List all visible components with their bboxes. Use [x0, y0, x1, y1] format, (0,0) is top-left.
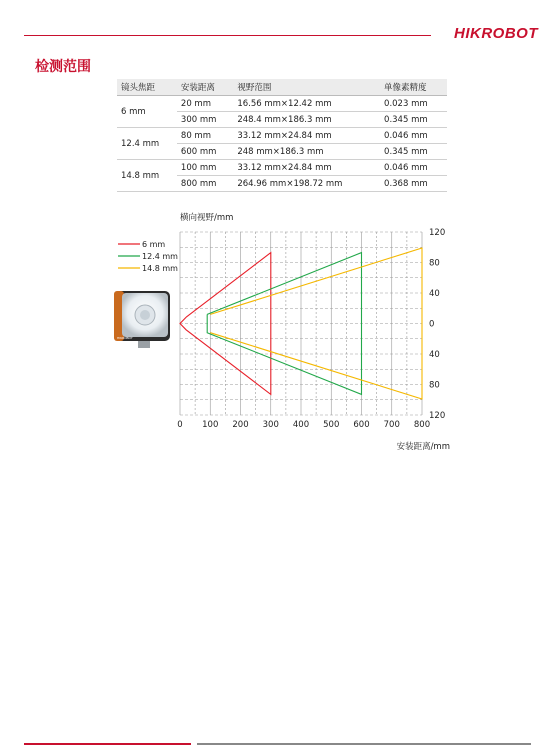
- precision-cell: 0.046 mm: [380, 160, 447, 176]
- x-axis-label: 安装距离/mm: [396, 442, 450, 452]
- precision-cell: 0.345 mm: [380, 112, 447, 128]
- distance-cell: 20 mm: [177, 96, 233, 112]
- distance-cell: 600 mm: [177, 144, 233, 160]
- fov-cell: 16.56 mm×12.42 mm: [233, 96, 380, 112]
- smart-camera-icon: [112, 287, 174, 351]
- x-tick-label: 200: [232, 420, 249, 430]
- x-tick-label: 500: [323, 420, 340, 430]
- y-tick-label: 120: [429, 411, 446, 421]
- chart-legend: [118, 240, 178, 273]
- y-axis-label: 横向视野/mm: [180, 213, 234, 223]
- y-tick-label: 40: [429, 350, 440, 360]
- distance-cell: 100 mm: [177, 160, 233, 176]
- x-tick-label: 700: [383, 420, 400, 430]
- distance-cell: 300 mm: [177, 112, 233, 128]
- page-title: 检测范围: [35, 59, 91, 75]
- precision-cell: 0.023 mm: [380, 96, 447, 112]
- svg-text:HIKROBOT: HIKROBOT: [117, 336, 133, 340]
- x-tick-label: 400: [292, 420, 310, 430]
- focal-cell: 14.8 mm: [117, 160, 177, 192]
- table-row: [117, 160, 447, 176]
- col-focal: 镜头焦距: [117, 79, 177, 96]
- x-tick-label: 600: [353, 420, 370, 430]
- x-tick-label: 800: [413, 420, 431, 430]
- distance-cell: 800 mm: [177, 176, 233, 192]
- x-tick-label: 0: [177, 420, 183, 430]
- focal-cell: 12.4 mm: [117, 128, 177, 160]
- fov-cell: 33.12 mm×24.84 mm: [233, 128, 380, 144]
- col-fov: 视野范围: [233, 79, 380, 96]
- precision-cell: 0.046 mm: [380, 128, 447, 144]
- x-tick-label: 300: [262, 420, 279, 430]
- table-header-row: [117, 79, 447, 96]
- x-tick-label: 100: [202, 420, 219, 430]
- y-tick-label: 80: [429, 380, 440, 391]
- footer-rule-grey: [197, 743, 531, 745]
- header-rule: [24, 35, 431, 36]
- table-row: [117, 128, 447, 144]
- col-precision: 单像素精度: [380, 79, 447, 96]
- focal-cell: 6 mm: [117, 96, 177, 128]
- brand-logo: HIKROBOT: [454, 25, 538, 42]
- footer-rule-red: [24, 743, 191, 745]
- precision-cell: 0.368 mm: [380, 176, 447, 192]
- legend-label: 6 mm: [142, 240, 166, 249]
- legend-label: 12.4 mm: [142, 252, 178, 261]
- field-of-view-chart: [0, 205, 552, 455]
- fov-cell: 248 mm×186.3 mm: [233, 144, 380, 160]
- table-row: [117, 96, 447, 112]
- col-distance: 安装距离: [177, 79, 233, 96]
- spec-table: [117, 79, 447, 192]
- y-tick-label: 40: [429, 289, 440, 299]
- fov-cell: 248.4 mm×186.3 mm: [233, 112, 380, 128]
- legend-label: 14.8 mm: [142, 264, 178, 273]
- y-tick-label: 0: [429, 319, 435, 330]
- distance-cell: 80 mm: [177, 128, 233, 144]
- y-tick-label: 120: [429, 228, 446, 238]
- precision-cell: 0.345 mm: [380, 144, 447, 160]
- fov-cell: 33.12 mm×24.84 mm: [233, 160, 380, 176]
- fov-cell: 264.96 mm×198.72 mm: [233, 176, 380, 192]
- y-tick-label: 80: [429, 258, 440, 269]
